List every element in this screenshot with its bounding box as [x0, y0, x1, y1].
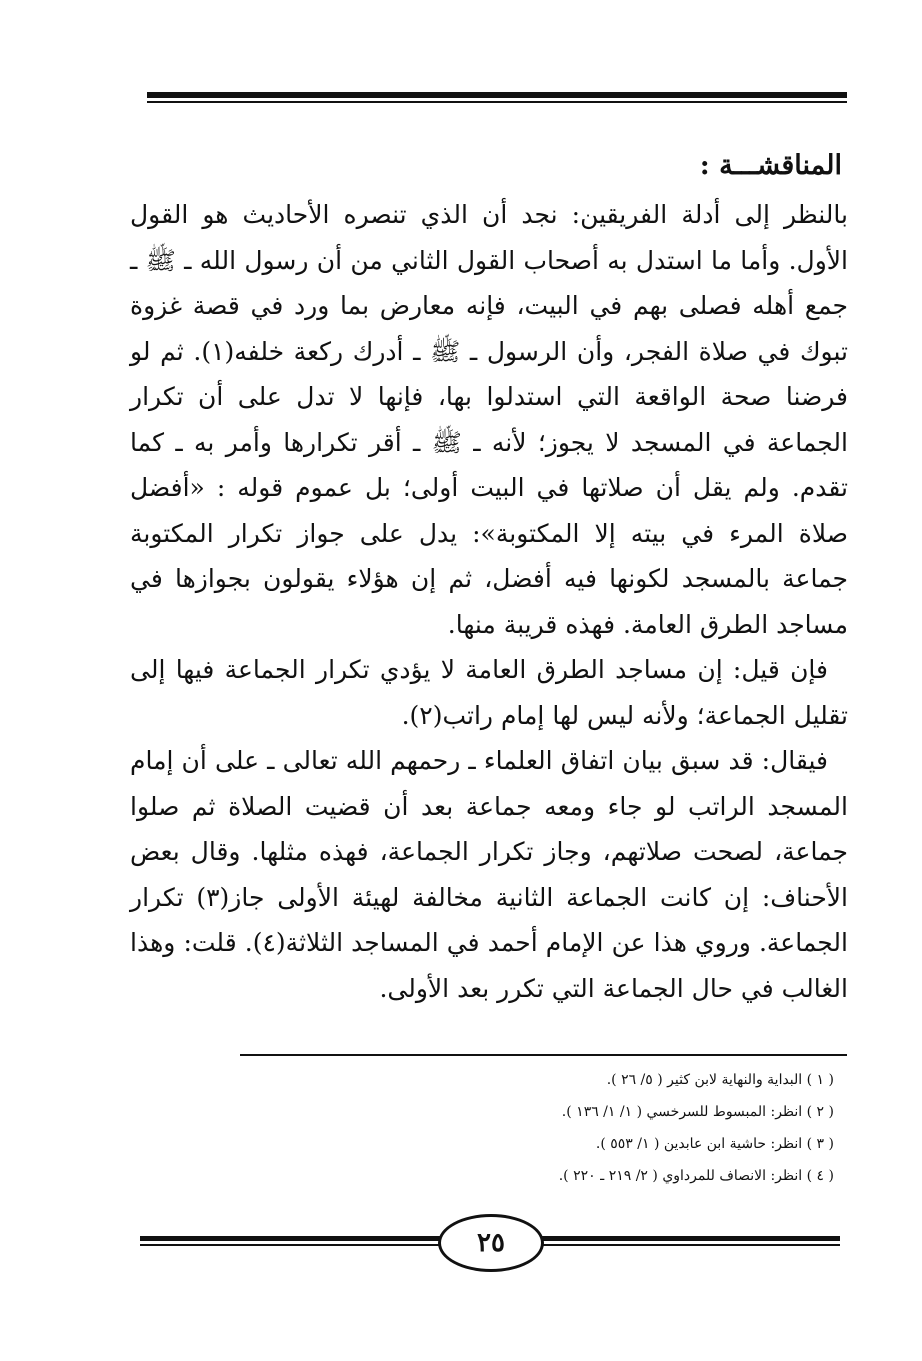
footnote-1: ( ١ ) البداية والنهاية لابن كثير ( ٥/ ٢٦ ). [606, 1072, 834, 1088]
footnote-4: ( ٤ ) انظر: الانصاف للمرداوي ( ٢/ ٢١٩ ـ ٢٢٠ ). [558, 1168, 834, 1184]
header-rule [147, 92, 847, 102]
footnotes [234, 1064, 834, 1192]
footer-rule-right [540, 1236, 840, 1246]
footnote-2: ( ٢ ) انظر: المبسوط للسرخسي ( ١/ ١/ ١٣٦ ). [561, 1104, 834, 1120]
footer-rule-left [140, 1236, 440, 1246]
section-heading: المناقشـــة : [699, 150, 842, 181]
paragraph-3: فيقال: قد سبق بيان اتفاق العلماء ـ رحمهم الله تعالى ـ على أن إمام المسجد الراتب لو جاء ومعه جماعة بعد أن قضيت الصلاة ثم صلوا جماعة، لصحت صلاتهم، وجاز تكرار الجماعة، فهذه مثلها. وقال بعض الأحناف: إن كانت الجماعة الثانية مخالفة لهيئة الأولى جاز(٣) تكرار الجماعة. وروي هذا عن الإمام أحمد في المساجد الثلاثة(٤). قلت: وهذا الغالب في حال الجماعة التي تكرر بعد الأولى. [130, 746, 848, 1003]
paragraph-1: بالنظر إلى أدلة الفريقين: نجد أن الذي تنصره الأحاديث هو القول الأول. وأما ما استدل به أصحاب القول الثاني من أن رسول الله ـ ﷺ ـ جمع أهله فصلى بهم في البيت، فإنه معارض بما ورد في قصة غزوة تبوك في صلاة الفجر، وأن الرسول ـ ﷺ ـ أدرك ركعة خلفه(١). ثم لو فرضنا صحة الواقعة التي استدلوا بها، فإنها لا تدل على أن تكرار الجماعة في المسجد لا يجوز؛ لأنه ـ ﷺ ـ أقر تكرارها وأمر به ـ كما تقدم. ولم يقل أن صلاتها في البيت أولى؛ بل عموم قوله : «أفضل صلاة المرء في بيته إلا المكتوبة»: يدل على جواز تكرار المكتوبة جماعة بالمسجد لكونها فيه أفضل، ثم إن هؤلاء يقولون بجوازها في مساجد الطرق العامة. فهذه قريبة منها. [130, 200, 848, 639]
footnote-3: ( ٣ ) انظر: حاشية ابن عابدين ( ١/ ٥٥٣ ). [595, 1136, 834, 1152]
paragraph-2: فإن قيل: إن مساجد الطرق العامة لا يؤدي تكرار الجماعة فيها إلى تقليل الجماعة؛ ولأنه ليس لها إمام راتب(٢). [130, 655, 848, 730]
main-text [130, 140, 848, 1011]
page-number: ٢٥ [438, 1214, 544, 1272]
footnote-separator [240, 1054, 847, 1056]
